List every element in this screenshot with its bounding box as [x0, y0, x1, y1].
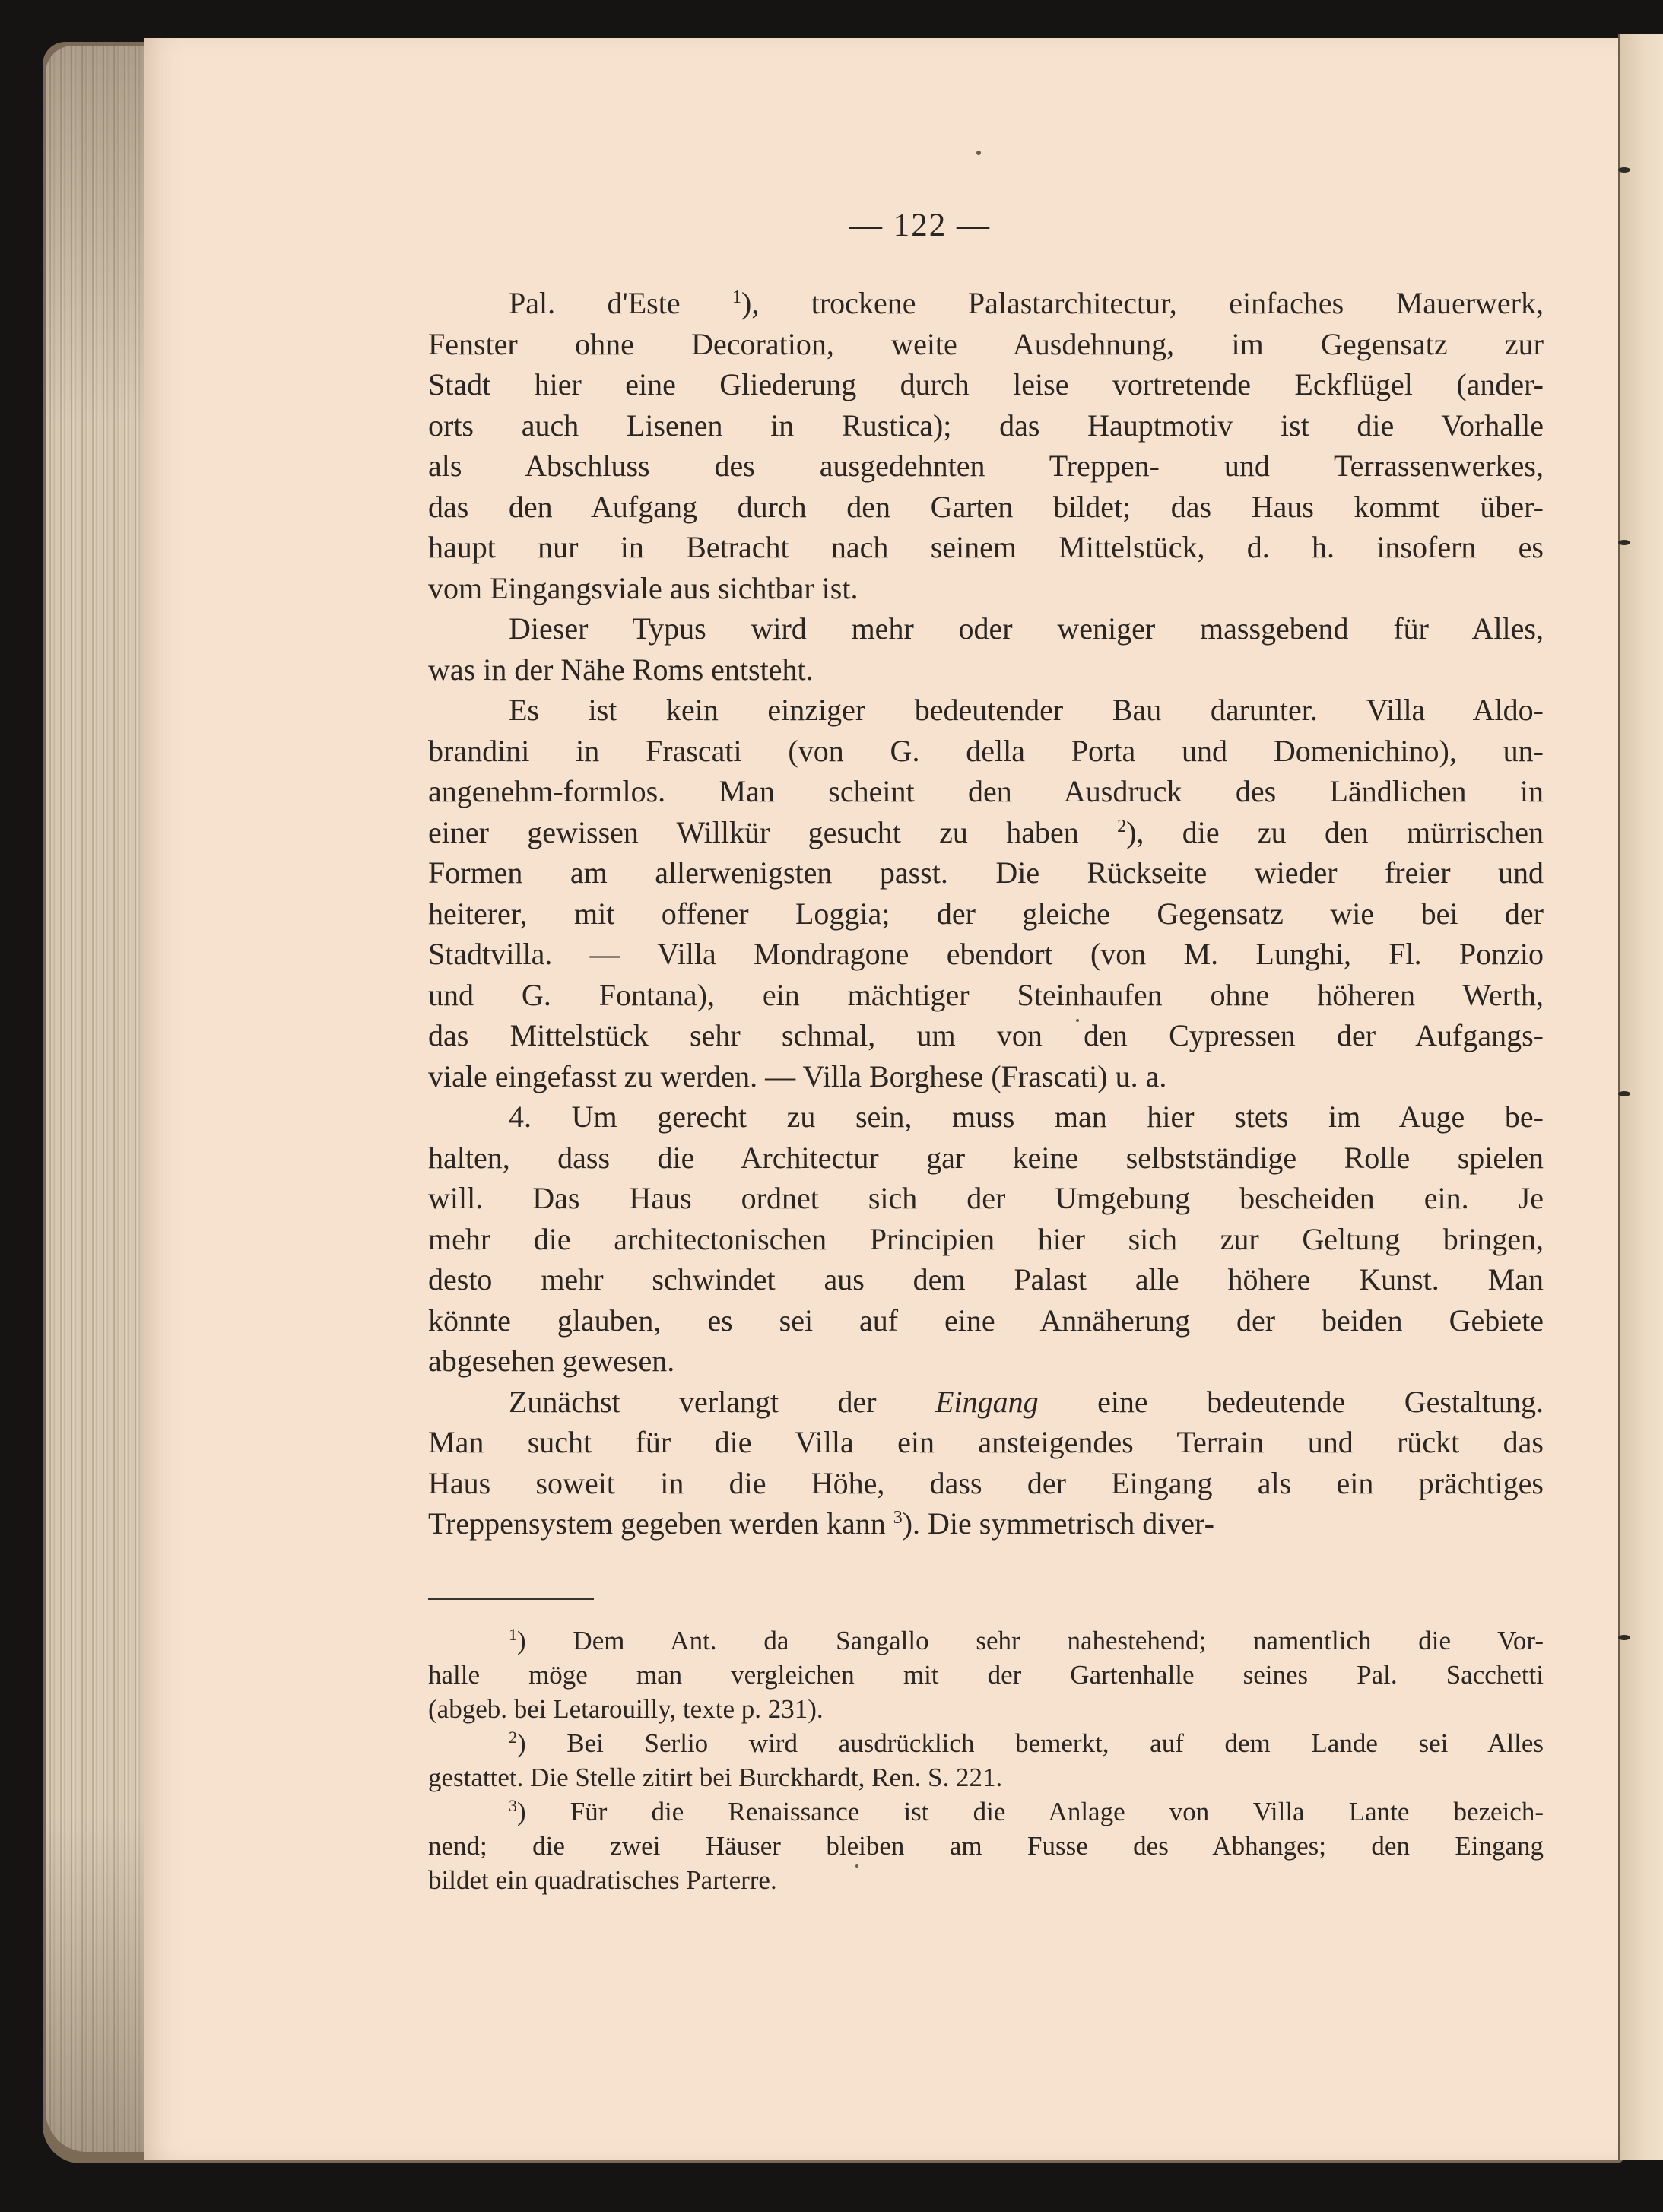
book-page	[144, 38, 1618, 2160]
footnote-line: gestattet. Die Stelle zitirt bei Burckhardt, Ren. S. 221.	[428, 1763, 1003, 1792]
footnote-line: $^2$) Bei Serlio wird ausdrücklich bemerkt, auf dem Lande sei Alles	[509, 1728, 1544, 1758]
footnote-marker: 2	[1117, 816, 1127, 836]
footnote-separator	[428, 1598, 594, 1600]
text-line: Haus soweit in die Höhe, dass der Eingang als ein prächtiges	[428, 1465, 1544, 1500]
text-line: Stadtvilla. — Villa Mondragone ebendort (von M. Lunghi, Fl. Ponzio	[428, 937, 1544, 971]
facing-page-edge	[1618, 34, 1663, 2160]
text-line: desto mehr schwindet aus dem Palast alle höhere Kunst. Man	[428, 1262, 1544, 1296]
binding-thread-mark	[1618, 1635, 1630, 1640]
footnote-marker: 3	[509, 1796, 517, 1815]
body-text	[428, 283, 1544, 1544]
footnote-line: nend; die zwei Häuser bleiben am Fusse des Abhanges; den Eingang	[428, 1831, 1544, 1861]
footnotes	[428, 1623, 1544, 1897]
text-line: halten, dass die Architectur gar keine selbstständige Rolle spielen	[428, 1140, 1544, 1175]
paragraph	[428, 1096, 1544, 1382]
text-line: Man sucht für die Villa ein ansteigendes Terrain und rückt das	[428, 1425, 1544, 1459]
text-line: orts auch Lisenen in Rustica); das Hauptmotiv ist die Vorhalle	[428, 408, 1544, 443]
footnote-marker: 1	[732, 287, 742, 307]
text-line: haupt nur in Betracht nach seinem Mittelstück, d. h. insofern es	[428, 530, 1544, 564]
text-line: Treppensystem gegeben werden kann $^3$). Die symmetrisch diver-	[428, 1506, 1214, 1541]
footnote-line: halle möge man vergleichen mit der Gartenhalle seines Pal. Sacchetti	[428, 1660, 1544, 1690]
text-line: angenehm-formlos. Man scheint den Ausdruck des Ländlichen in	[428, 774, 1544, 808]
text-line: Es ist kein einziger bedeutender Bau darunter. Villa Aldo-	[509, 693, 1544, 727]
text-line: viale eingefasst zu werden. — Villa Borghese (Frascati) u. a.	[428, 1058, 1167, 1093]
footnote-line: $^1$) Dem Ant. da Sangallo sehr nahestehend; namentlich die Vor-	[509, 1625, 1544, 1655]
text-line: vom Eingangsviale aus sichtbar ist.	[428, 570, 858, 605]
footnote	[428, 1795, 1544, 1897]
paragraph	[428, 1382, 1544, 1544]
footnote-marker: 3	[893, 1508, 903, 1528]
text-line: Zunächst verlangt der Eingang eine bedeutende Gestaltung.	[509, 1384, 1544, 1419]
text-line: mehr die architectonischen Principien hier sich zur Geltung bringen,	[428, 1221, 1544, 1256]
text-line: Pal. d'Este $^1$), trockene Palastarchitectur, einfaches Mauerwerk,	[509, 286, 1544, 320]
footnote-line: $^3$) Für die Renaissance ist die Anlage von Villa Lante bezeich-	[509, 1796, 1544, 1826]
paragraph	[428, 608, 1544, 690]
footnote-marker: 2	[509, 1728, 517, 1747]
text-line: Dieser Typus wird mehr oder weniger massgebend für Alles,	[509, 611, 1544, 646]
footnote	[428, 1726, 1544, 1795]
text-line: will. Das Haus ordnet sich der Umgebung bescheiden ein. Je	[428, 1181, 1544, 1215]
text-line: brandini in Frascati (von G. della Porta und Domenichino), un-	[428, 733, 1544, 768]
text-line: abgesehen gewesen.	[428, 1344, 675, 1378]
text-line: könnte glauben, es sei auf eine Annäherung der beiden Gebiete	[428, 1303, 1544, 1338]
page-stack-shadow	[46, 46, 152, 2152]
text-line: und G. Fontana), ein mächtiger Steinhaufen ohne höheren Werth,	[428, 977, 1544, 1012]
text-line: heiterer, mit offener Loggia; der gleiche Gegensatz wie bei der	[428, 896, 1544, 931]
binding-thread-mark	[1618, 1091, 1630, 1096]
footnote-line: (abgeb. bei Letarouilly, texte p. 231).	[428, 1694, 824, 1724]
paragraph	[428, 690, 1544, 1096]
text-line: Formen am allerwenigsten passt. Die Rückseite wieder freier und	[428, 855, 1544, 890]
page-number: — 122 —	[849, 208, 991, 243]
binding-thread-mark	[1618, 540, 1630, 545]
binding-thread-mark	[1618, 167, 1630, 173]
text-line: das Mittelstück sehr schmal, um von den Cypressen der Aufgangs-	[428, 1018, 1544, 1052]
text-line: was in der Nähe Roms entsteht.	[428, 652, 814, 687]
text-line: einer gewissen Willkür gesucht zu haben $^2$), die zu den mürrischen	[428, 814, 1544, 849]
text-line: 4. Um gerecht zu sein, muss man hier stets im Auge be-	[509, 1100, 1544, 1134]
paragraph	[428, 283, 1544, 608]
text-line: als Abschluss des ausgedehnten Treppen- und Terrassenwerkes,	[428, 449, 1544, 483]
italic-term: Eingang	[935, 1384, 1039, 1419]
text-line: Stadt hier eine Gliederung durch leise vortretende Eckflügel (ander-	[428, 367, 1544, 401]
text-line: das den Aufgang durch den Garten bildet; das Haus kommt über-	[428, 489, 1544, 524]
footnote-line: bildet ein quadratisches Parterre.	[428, 1865, 777, 1895]
text-line: Fenster ohne Decoration, weite Ausdehnung, im Gegensatz zur	[428, 326, 1544, 361]
footnote-marker: 1	[509, 1625, 517, 1644]
page-content	[144, 38, 1618, 2160]
footnote	[428, 1623, 1544, 1726]
